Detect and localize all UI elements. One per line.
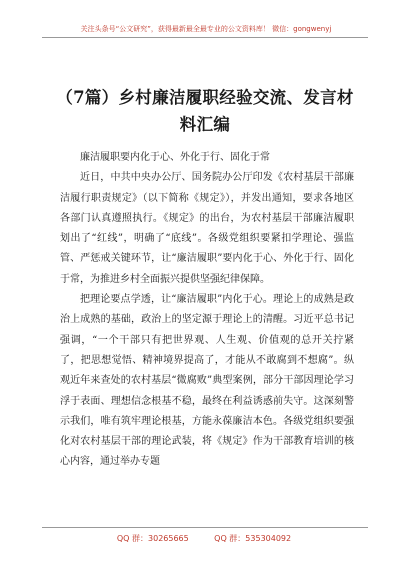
footer-divider [42, 527, 368, 528]
section-heading: 廉洁履职要内化于心、外化于行、固化于常 [80, 152, 270, 163]
page-footer-text: QQ 群：30265665 QQ 群：535304092 [116, 534, 292, 543]
document-title: （7篇）乡村廉洁履职经验交流、发言材料汇编 [56, 88, 354, 134]
body-paragraph: 近日，中共中央办公厅、国务院办公厅印发《农村基层干部廉洁履行职责规定》（以下简称《规定》），并发出通知，要求各地区各部门认真遵照执行。《规定》的出台，为农村基层干部廉洁履职划出了“红线”，明确了“底线”。各级党组织要紧扣学理论、强监管、严惩戒关键环节，让“廉洁履职”要内化于心、外化于行、固化于常，为推进乡村全面振兴提供坚强纪律保障。 [60, 172, 354, 285]
header-divider [42, 37, 368, 38]
document-body [60, 148, 354, 473]
page-header-text: 关注头条号“公文研究”，获得最新最全最专业的公文资料库！ 微信：gongwenyj [80, 25, 332, 33]
body-paragraph: 把理论要点学透，让“廉洁履职”内化于心。理论上的成熟是政治上成熟的基础，政治上的坚定源于理论上的清醒。习近平总书记强调，“一个干部只有把世界观、人生观、价值观的总开关拧紧了，把思想觉悟、精神境界提高了，才能从不敢腐到不想腐”。纵观近年来查处的农村基层“微腐败”典型案例，部分干部因理论学习浮于表面、理想信念根基不稳，最终在利益诱惑前失守。这深刻警示我们，唯有筑牢理论根基，方能永葆廉洁本色。各级党组织要强化对农村基层干部的理论武装，将《规定》作为干部教育培训的核心内容，通过举办专题 [60, 294, 354, 468]
